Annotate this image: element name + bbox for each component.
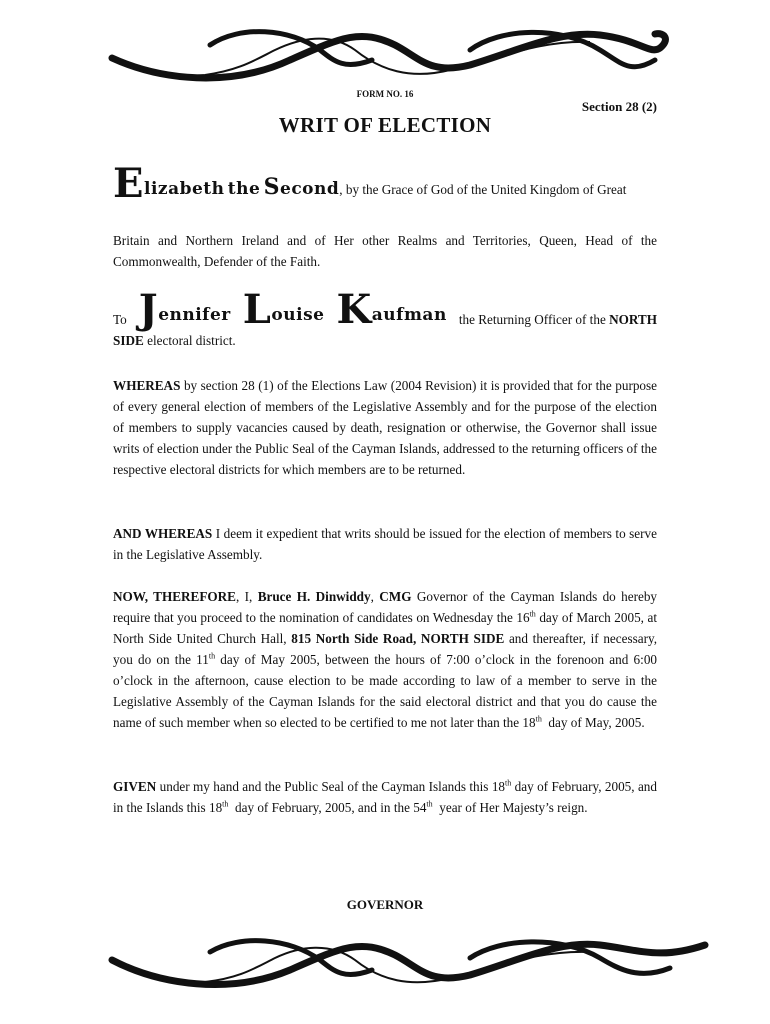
bottom-ribbon-flourish (0, 930, 770, 1000)
to-label: To (113, 312, 127, 327)
whereas-text: by section 28 (1) of the Elections Law (2004 Revision) it is provided that for the purpose of every general election of members of the Legislative Assembly and for the purpose of the election of members to supply vacancies caused by death, resignation or otherwise, the Governor shall issue writs of election under the Public Seal of the Cayman Islands, addressed to the returning officers of the respective electoral districts for which members are to be returned. (113, 378, 658, 477)
and-whereas-lead: AND WHEREAS (113, 526, 213, 541)
whereas-paragraph (113, 375, 657, 480)
addressee-paragraph (113, 282, 657, 351)
sovereign-name (113, 160, 627, 207)
sovereign-style-continuation: Britain and Northern Ireland and of Her other Realms and Territories, Queen, Head of the Commonwealth, Defender of the Faith. (113, 233, 657, 269)
governor-honour: CMG (379, 589, 412, 604)
governor-signature-label: GOVERNOR (346, 897, 424, 912)
form-number: FORM NO. 16 (356, 89, 414, 99)
addressee-first-name: Jennifer (138, 286, 231, 333)
whereas-lead: WHEREAS (113, 378, 181, 393)
sovereign-name-word1: Elizabeth (113, 160, 225, 207)
nomination-address: 815 North Side Road, NORTH SIDE (291, 631, 505, 646)
addressee-middle-name: Louise (242, 286, 325, 333)
section-reference: Section 28 (2) (581, 99, 657, 114)
document-title: WRIT OF ELECTION (278, 113, 492, 137)
now-therefore-lead: NOW, THEREFORE (113, 589, 236, 604)
now-therefore-paragraph: NOW, THEREFORE, I, Bruce H. Dinwiddy, CMG Governor of the Cayman Islands do hereby require that you proceed to the nomination of candidates on Wednesday the 16th day of March 2005, at North Side United Church Hall, 815 North Side Road, NORTH SIDE and thereafter, if necessary, you do on the 11th day of May 2005, between the hours of 7:00 o’clock in the forenoon and 6:00 o’clock in the afternoon, cause election to be made according to law of a member to serve in the Legislative Assembly of the Cayman Islands for the said electoral district and that you do cause the name of such member when so elected to be certified to me not later than the 18th day of May, 2005. (113, 589, 658, 730)
sovereign-style-text: , by the Grace of God of the United Kingdom of Great (339, 182, 627, 197)
addressee-district: SIDE electoral district. (113, 333, 236, 348)
given-lead: GIVEN (113, 779, 157, 794)
sovereign-name-word2: the (227, 179, 261, 199)
top-ribbon-flourish (0, 20, 770, 90)
and-whereas-text: I deem it expedient that writs should be issued for the election of members to serve in the Legislative Assembly. (113, 526, 657, 562)
sovereign-line (113, 160, 657, 207)
addressee-role: the Returning Officer of the NORTH (458, 312, 657, 327)
sovereign-name-word3: Second (263, 174, 340, 200)
addressee-last-name: Kaufman (336, 286, 447, 333)
given-paragraph: GIVEN under my hand and the Public Seal of the Cayman Islands this 18th day of February, 2005, and in the Islands this 18th day of February, 2005, and in the 54th year of Her Majesty’s reign. (113, 778, 657, 815)
and-whereas-paragraph (113, 523, 657, 565)
addressee-line (113, 282, 657, 333)
sovereign-paragraph (113, 160, 657, 272)
governor-name: Bruce H. Dinwiddy (257, 589, 371, 604)
